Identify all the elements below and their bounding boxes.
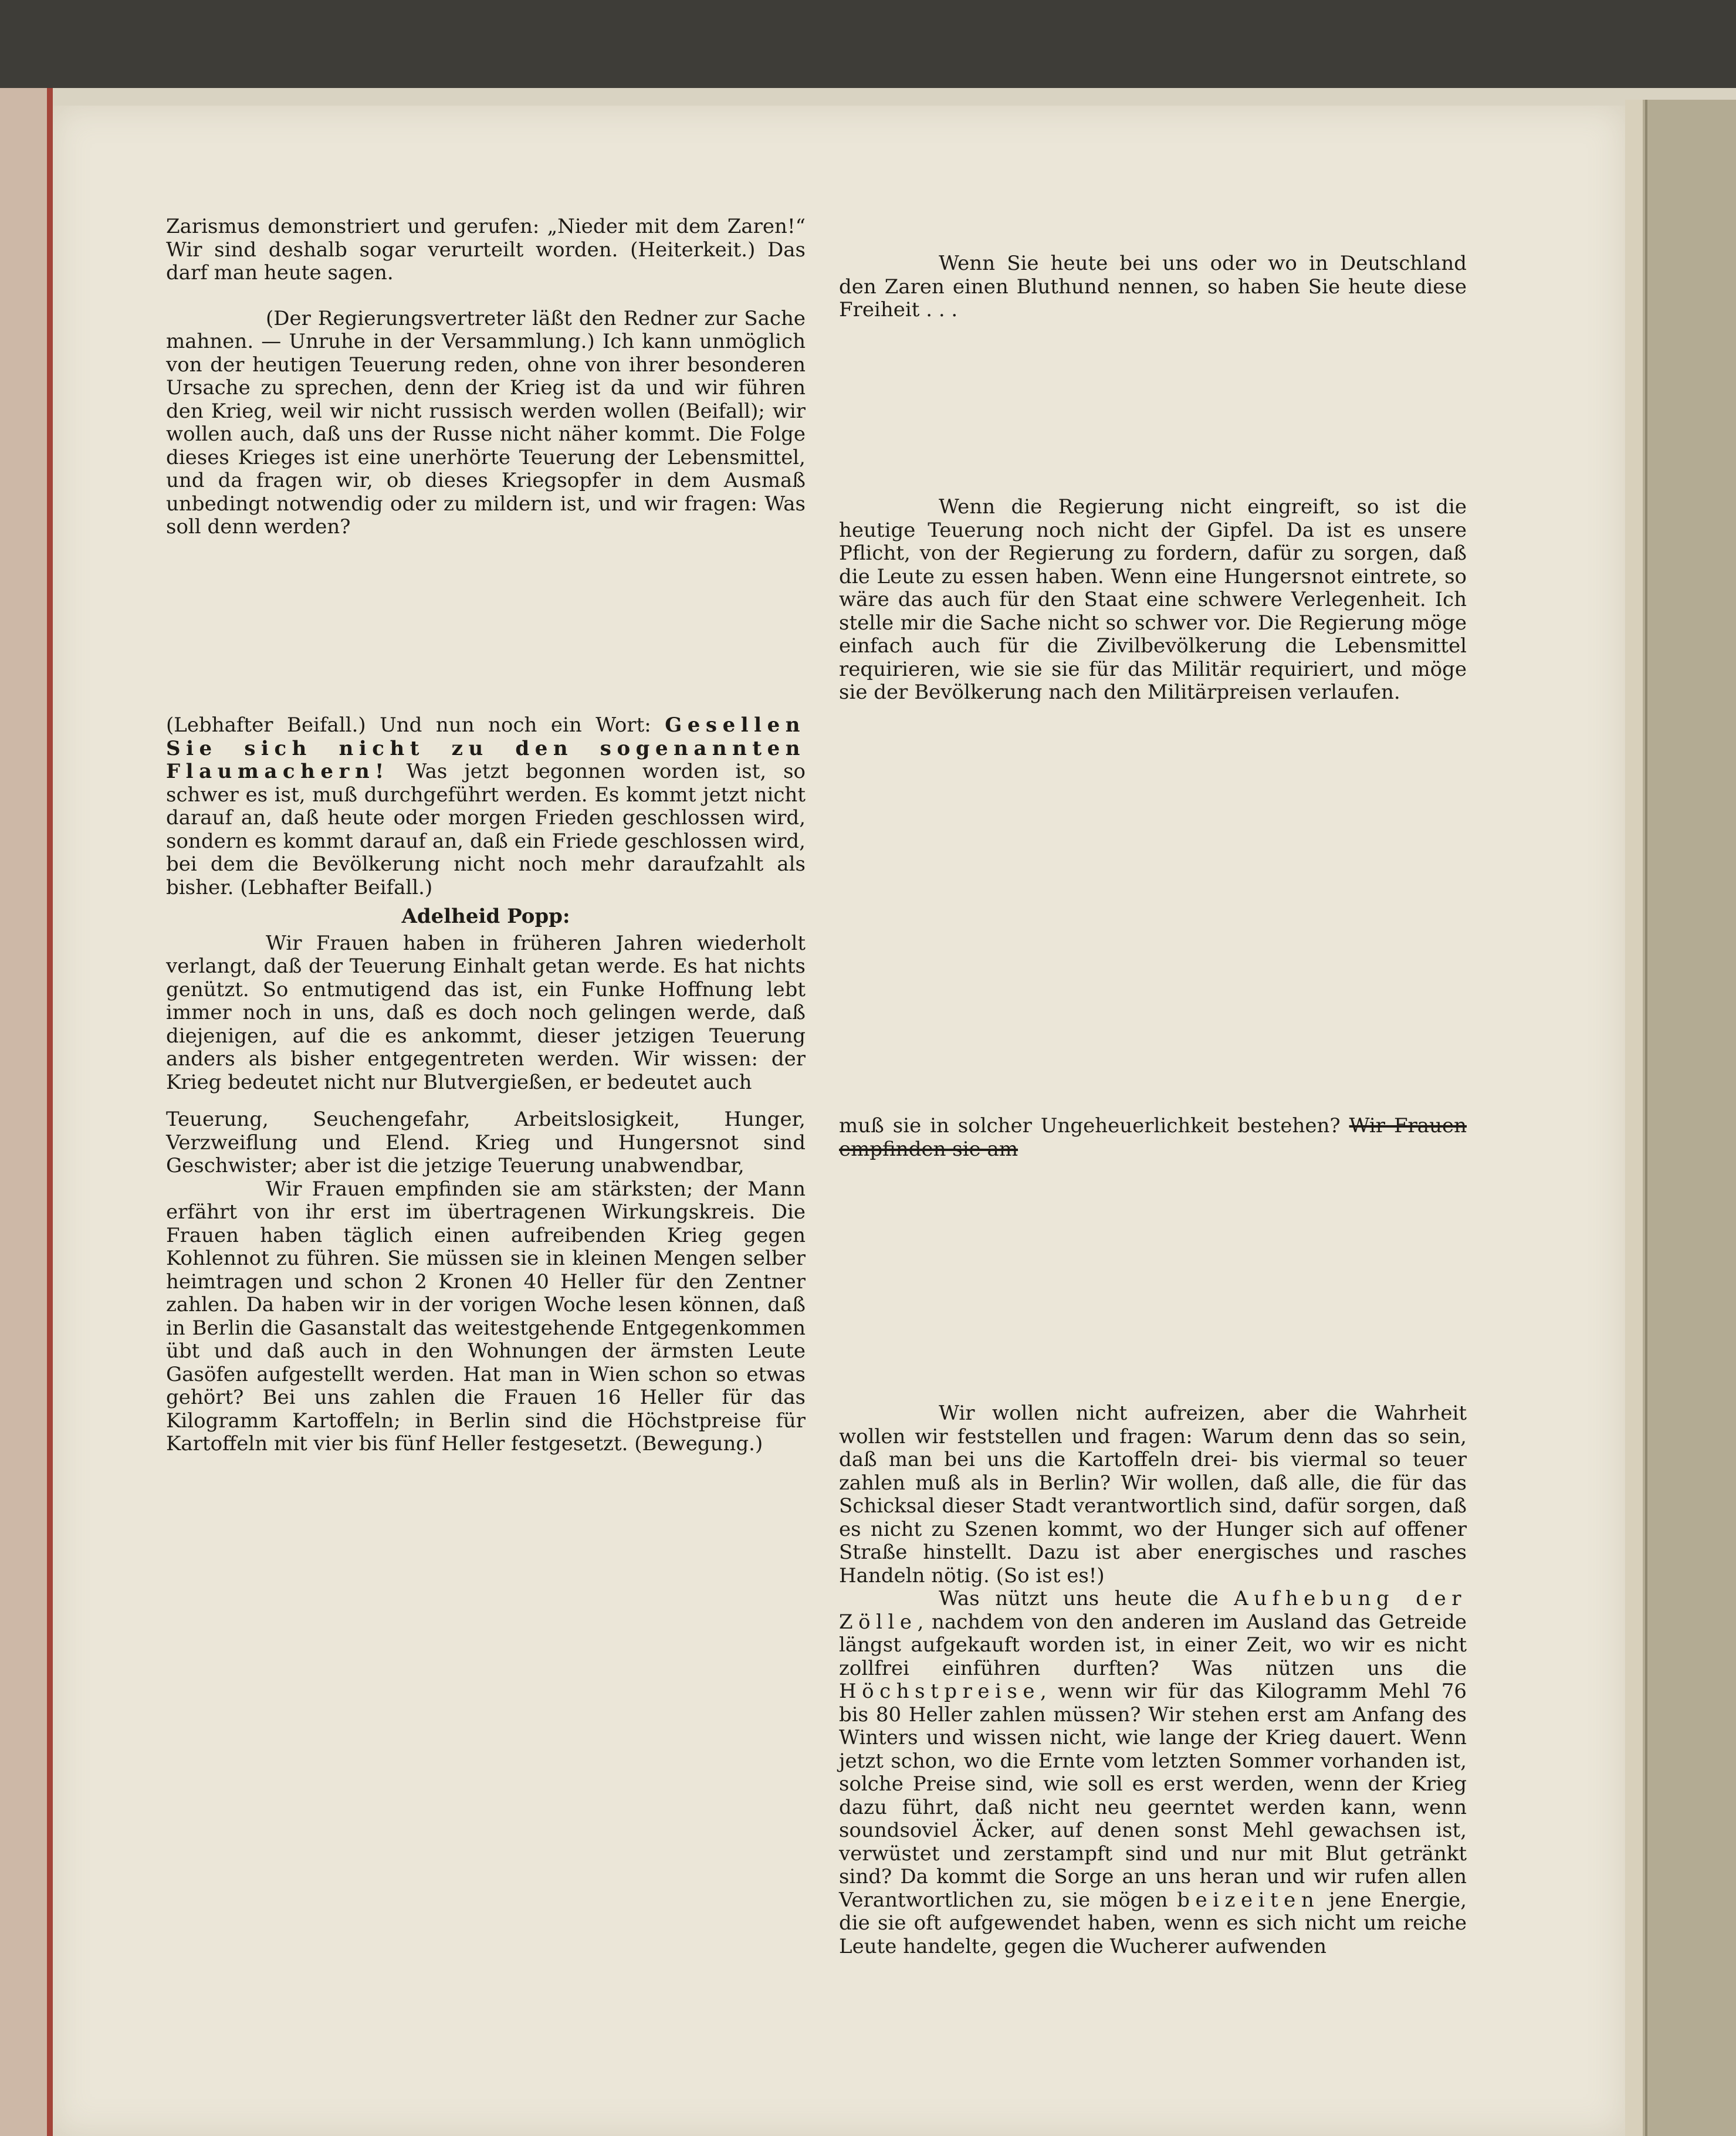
left-paragraph-1: Zarismus demonstriert und gerufen: „Nieder mit dem Zaren!“ Wir sind deshalb sogar verurteilt worden. (Heiterkeit.) Das darf man heute sagen. [166,215,806,285]
left-page-edge [0,88,53,2136]
right-paragraph-3-struck: Wir Frauen empfinden sie am [839,1114,1467,1161]
left-paragraph-4: Wir Frauen haben in früheren Jahren wiederholt verlangt, daß der Teuerung Einhalt getan werde. Es hat nichts genützt. So entmutigend das ist, ein Funke Hoffnung lebt immer noch in uns, daß es doch noch gelingen werde, daß diejenigen, auf die es ankommt, dieser jetzigen Teuerung anders als bisher entgegentreten werden. Wir wissen: der Krieg bedeutet nicht nur Blutvergießen, er bedeutet auch [166,931,806,1094]
right-paragraph-5-spaced-2: Höchstpreise [839,1680,1040,1703]
right-paragraph-5-spaced-1: Aufhebung der Zölle [839,1587,1467,1634]
right-paragraph-3 [839,1115,1467,1161]
right-paragraph-4: Wir wollen nicht aufreizen, aber die Wahrheit wollen wir feststellen und fragen: Warum denn das so sein, daß man bei uns die Kartoffeln drei- bis viermal so teuer zahlen muß als in Berlin? Wir wollen, daß alle, die für das Schicksal dieser Stadt verantwortlich sind, dafür sorgen, daß es nicht zu Szenen kommt, wo der Hunger sich auf offener Straße hinstellt. Dazu ist aber energisches und rasches Handeln nötig. (So ist es!) [839,1402,1467,1587]
left-column [166,215,806,539]
left-column-lower [166,714,806,1456]
right-paragraph-5-b: , nachdem von den anderen im Ausland das Getreide längst aufgekauft worden ist, in einer Zeit, wo wir es nicht zollfrei einführen durften? Was nützen uns die [839,1610,1467,1680]
right-paragraph-5-a: Was nützt uns heute die [939,1587,1234,1610]
book-binding-edge [1625,100,1736,2136]
speaker-heading: Adelheid Popp: [401,905,570,928]
left-paragraph-2: (Der Regierungsvertreter läßt den Redner zur Sache mahnen. — Unruhe in der Versammlung.) Ich kann unmöglich von der heutigen Teuerung reden, ohne von ihrer besonderen Ursache zu sprechen, denn der Krieg ist da und wir führen den Krieg, weil wir nicht russisch werden wollen (Beifall); wir wollen auch, daß uns der Russe nicht näher kommt. Die Folge dieses Krieges ist eine unerhörte Teuerung der Lebensmittel, und da fragen wir, ob dieses Kriegsopfer in dem Ausmaß unbedingt notwendig oder zu mildern ist, und wir fragen: Was soll denn werden? [166,306,806,539]
scanner-bar [0,0,1736,88]
right-column-mid [839,496,1467,705]
right-paragraph-5-c: , wenn wir für das Kilogramm Mehl 76 bis 80 Heller zahlen müssen? Wir stehen erst am Anfang des Winters und wissen nicht, wie lange der Krieg dauert. Wenn jetzt schon, wo die Ernte vom letzten Sommer vorhanden ist, solche Preise sind, wie soll es erst werden, wenn der Krieg dazu führt, daß nicht neu geerntet werden kann, wenn soundsoviel Äcker, auf denen sonst Mehl gewachsen ist, verwüstet und zerstampft sind und nur mit Blut getränkt sind? Da kommt die Sorge an uns heran und wir rufen allen Verantwortlichen zu, sie mögen [839,1680,1467,1912]
left-paragraph-3-a: (Lebhafter Beifall.) Und nun noch ein Wort: [166,713,665,737]
right-column-bottom [839,1402,1467,1958]
right-paragraph-5-d: jene Energie, die sie oft aufgewendet haben, wenn es sich nicht um reiche Leute handelte, gegen die Wucherer aufwenden [839,1888,1467,1958]
right-paragraph-3-a: muß sie in solcher Ungeheuerlichkeit bestehen? [839,1114,1341,1138]
right-paragraph-1: Wenn Sie heute bei uns oder wo in Deutschland den Zaren einen Bluthund nennen, so haben Sie heute diese Freiheit . . . [839,252,1467,321]
right-paragraph-5 [839,1587,1467,1958]
right-paragraph-5-spaced-3: beizeiten [1177,1888,1320,1912]
left-paragraph-5: Teuerung, Seuchengefahr, Arbeitslosigkeit, Hunger, Verzweiflung und Elend. Krieg und Hungersnot sind Geschwister; aber ist die jetzige Teuerung unabwendbar, [166,1108,806,1177]
left-paragraph-3-spaced: Gesellen Sie sich nicht zu den sogenannten Flaumachern! [166,713,806,783]
right-column-top [839,252,1467,322]
left-paragraph-3-b: Was jetzt begonnen worden ist, so schwer es ist, muß durchgeführt werden. Es kommt jetzt nicht darauf an, daß heute oder morgen Frieden geschlossen wird, sondern es kommt darauf an, daß ein Friede geschlossen wird, bei dem die Bevölkerung nicht noch mehr daraufzahlt als bisher. (Lebhafter Beifall.) [166,760,806,899]
right-column-fragment [839,1115,1467,1161]
left-paragraph-3 [166,714,806,899]
left-paragraph-6: Wir Frauen empfinden sie am stärksten; der Mann erfährt von ihr erst im übertragenen Wirkungskreis. Die Frauen haben täglich einen aufreibenden Krieg gegen Kohlennot zu führen. Sie müssen sie in kleinen Mengen selber heimtragen und schon 2 Kronen 40 Heller für den Zentner zahlen. Da haben wir in der vorigen Woche lesen können, daß in Berlin die Gasanstalt das weitestgehende Entgegenkommen übt und daß auch in den Wohnungen der ärmsten Leute Gasöfen aufgestellt werden. Hat man in Wien schon so etwas gehört? Bei uns zahlen die Frauen 16 Heller für das Kilogramm Kartoffeln; in Berlin sind die Höchstpreise für Kartoffeln mit vier bis fünf Heller festgesetzt. (Bewegung.) [166,1177,806,1455]
right-paragraph-2: Wenn die Regierung nicht eingreift, so ist die heutige Teuerung noch nicht der Gipfel. Da ist es unsere Pflicht, von der Regierung zu fordern, dafür zu sorgen, daß die Leute zu essen haben. Wenn eine Hungersnot eintrete, so wäre das auch für den Staat eine schwere Verlegenheit. Ich stelle mir die Sache nicht so schwer vor. Die Regierung möge einfach auch für die Zivilbevölkerung die Lebensmittel requirieren, wie sie sie für das Militär requiriert, und möge sie der Bevölkerung nach den Militärpreisen verlaufen. [839,495,1467,704]
